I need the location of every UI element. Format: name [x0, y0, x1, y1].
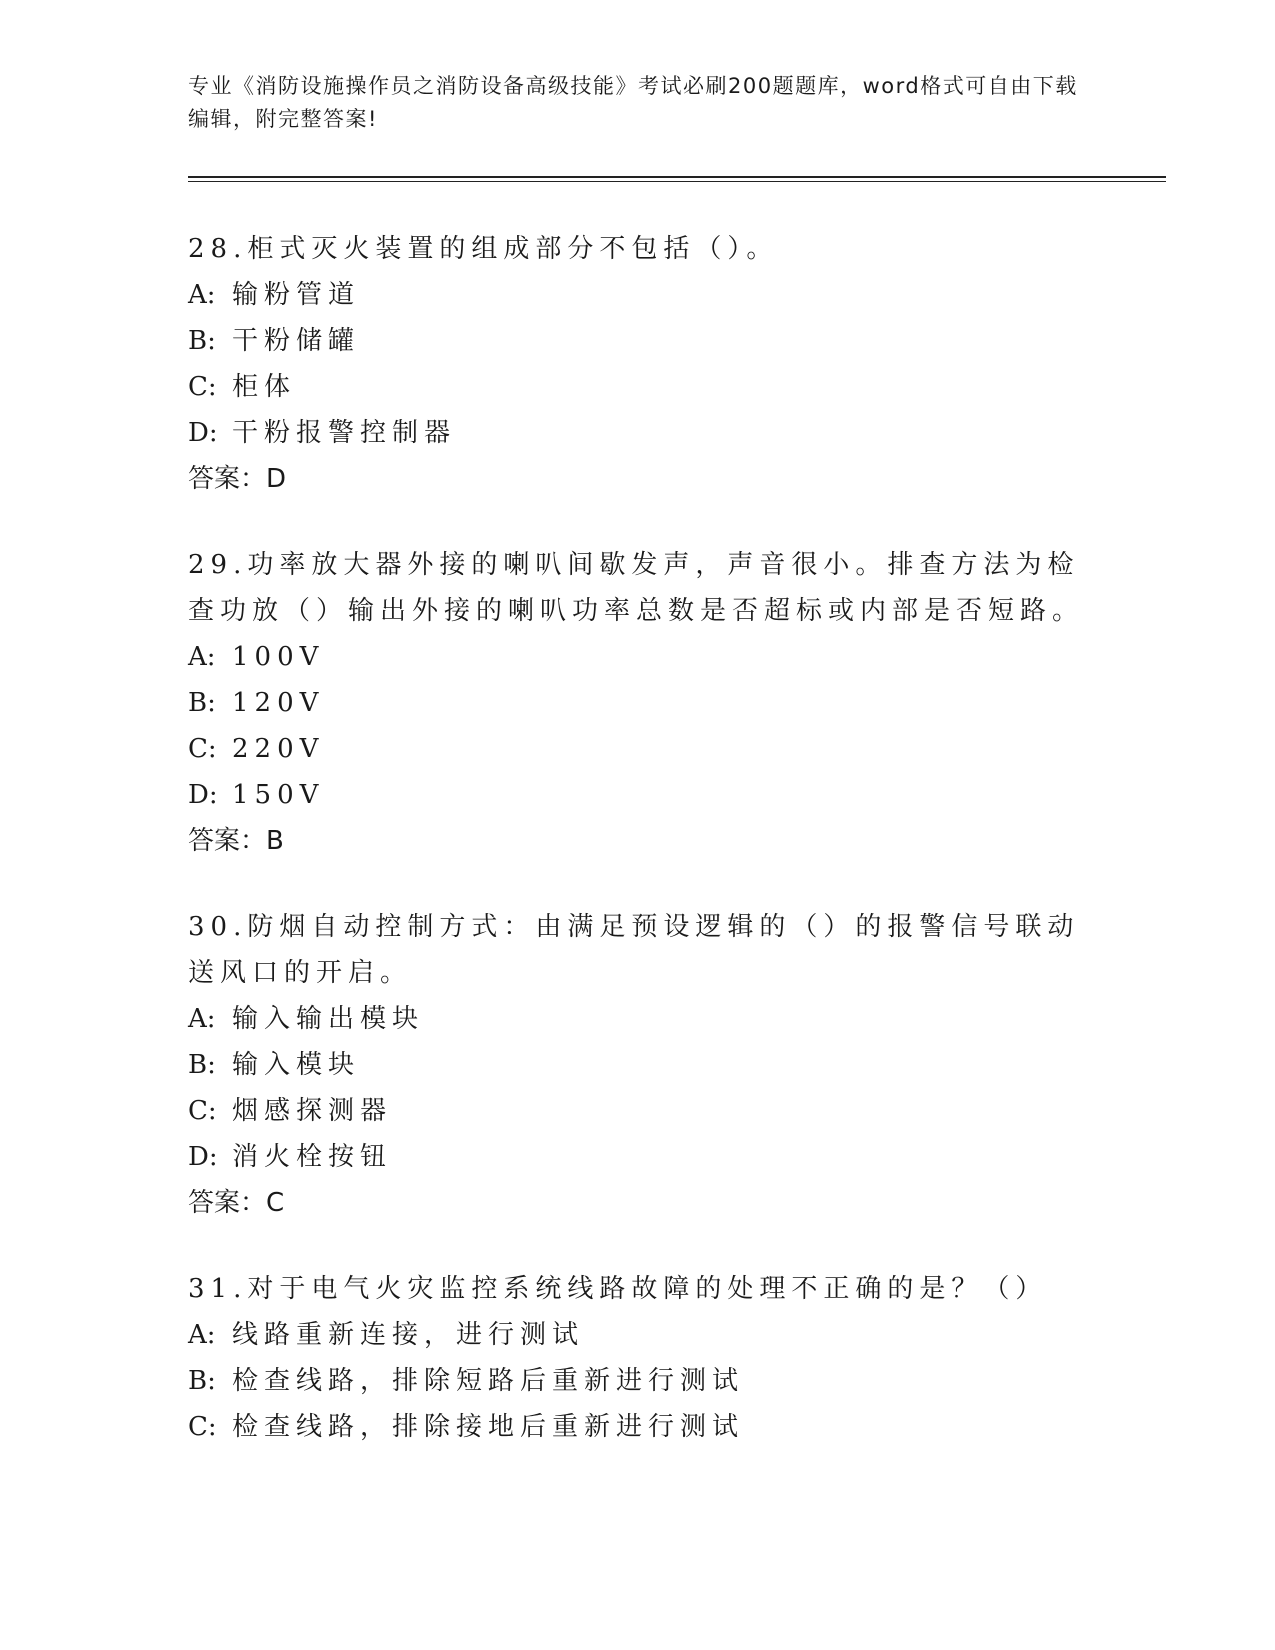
- option-text: 检查线路，排除接地后重新进行测试: [232, 1412, 745, 1442]
- option-text: 烟感探测器: [232, 1096, 393, 1126]
- question-31: [188, 1266, 1168, 1450]
- option-text: 检查线路，排除短路后重新进行测试: [232, 1366, 745, 1396]
- option-key: D:: [188, 1142, 218, 1172]
- question-stem: 30.防烟自动控制方式：由满足预设逻辑的（）的报警信号联动送风口的开启。: [188, 912, 1080, 988]
- option-key: D:: [188, 780, 218, 810]
- option-text: 输粉管道: [232, 280, 361, 310]
- question-28: [188, 226, 1168, 502]
- answer-line: 答案：B: [188, 826, 284, 856]
- question-stem: 28.柜式灭火装置的组成部分不包括（）。: [188, 234, 779, 264]
- document-header: 专业《消防设施操作员之消防设备高级技能》考试必刷200题题库，word格式可自由下载编辑，附完整答案!: [188, 74, 1078, 131]
- option-key: B:: [188, 1050, 216, 1080]
- option-c: [188, 1404, 1168, 1450]
- option-key: A:: [188, 280, 216, 310]
- option-a: [188, 634, 1168, 680]
- option-key: A:: [188, 1004, 216, 1034]
- option-text: 线路重新连接，进行测试: [232, 1320, 585, 1350]
- answer-line: 答案：C: [188, 1188, 285, 1218]
- option-text: 消火栓按钮: [232, 1142, 393, 1172]
- option-text: 干粉报警控制器: [232, 418, 457, 448]
- option-key: C:: [188, 372, 217, 402]
- document-page: [188, 70, 1168, 1490]
- option-key: A:: [188, 1320, 216, 1350]
- option-key: B:: [188, 688, 216, 718]
- answer-line: 答案：D: [188, 464, 287, 494]
- option-key: C:: [188, 734, 217, 764]
- option-a: [188, 272, 1168, 318]
- option-d: [188, 1134, 1168, 1180]
- option-text: 干粉储罐: [232, 326, 361, 356]
- option-a: [188, 996, 1168, 1042]
- question-30: [188, 904, 1168, 1226]
- option-text: 100V: [232, 642, 325, 672]
- option-key: D:: [188, 418, 218, 448]
- option-text: 输入模块: [232, 1050, 361, 1080]
- question-stem: 29.功率放大器外接的喇叭间歇发声，声音很小。排查方法为检查功放（）输出外接的喇叭功率总数是否超标或内部是否短路。: [188, 550, 1085, 626]
- option-text: 120V: [232, 688, 325, 718]
- option-b: [188, 318, 1168, 364]
- question-29: [188, 542, 1168, 864]
- option-c: [188, 726, 1168, 772]
- option-key: C:: [188, 1412, 217, 1442]
- option-key: C:: [188, 1096, 217, 1126]
- option-b: [188, 1042, 1168, 1088]
- option-d: [188, 410, 1168, 456]
- question-list: [188, 226, 1168, 1450]
- option-key: A:: [188, 642, 216, 672]
- option-c: [188, 364, 1168, 410]
- header-divider: [188, 176, 1166, 182]
- option-text: 150V: [232, 780, 325, 810]
- option-b: [188, 680, 1168, 726]
- option-text: 输入输出模块: [232, 1004, 425, 1034]
- option-a: [188, 1312, 1168, 1358]
- option-d: [188, 772, 1168, 818]
- option-key: B:: [188, 1366, 216, 1396]
- option-b: [188, 1358, 1168, 1404]
- option-c: [188, 1088, 1168, 1134]
- option-key: B:: [188, 326, 216, 356]
- option-text: 柜体: [232, 372, 297, 402]
- option-text: 220V: [232, 734, 325, 764]
- question-stem: 31.对于电气火灾监控系统线路故障的处理不正确的是？（）: [188, 1274, 1048, 1304]
